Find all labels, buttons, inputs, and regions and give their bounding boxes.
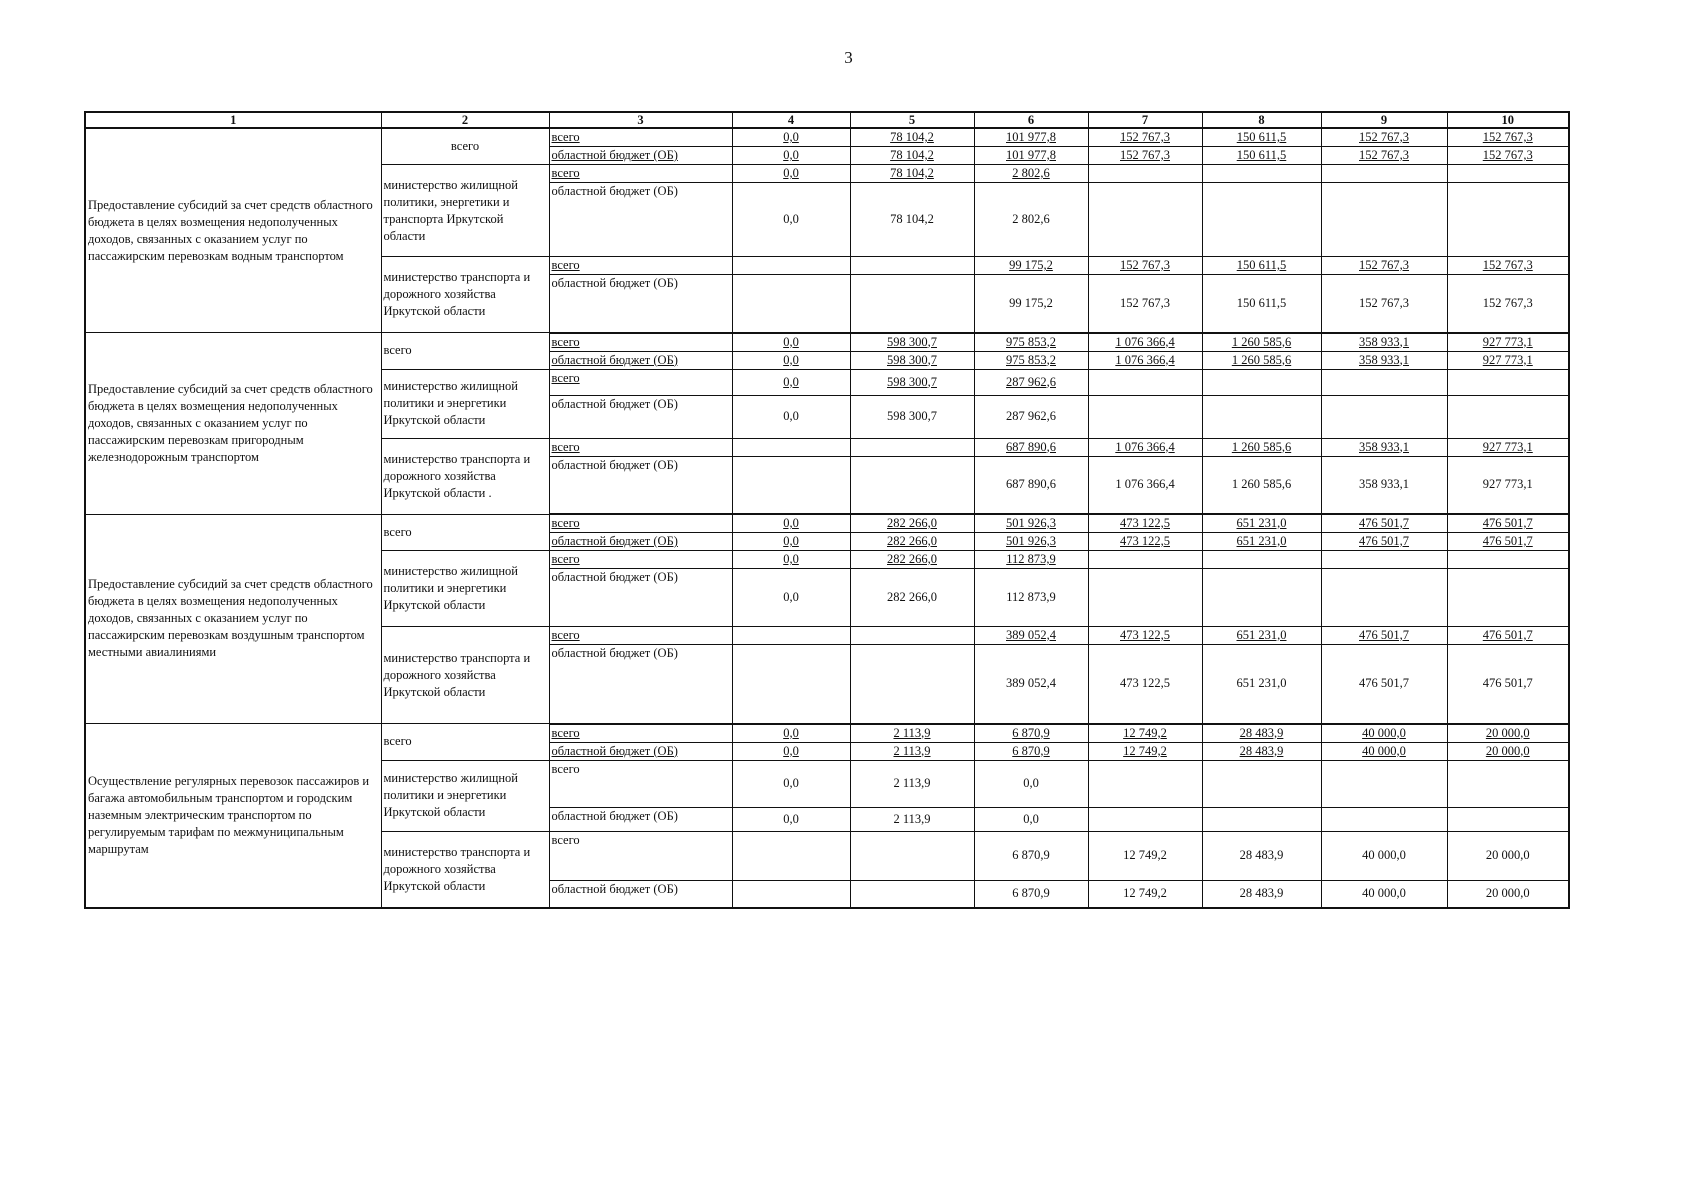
value-cell: 0,0 [732, 569, 850, 627]
value-cell: 2 113,9 [850, 742, 974, 760]
value-cell: 975 853,2 [974, 333, 1088, 352]
source-label: всего [549, 333, 732, 352]
value-cell [732, 456, 850, 514]
value-cell: 40 000,0 [1321, 724, 1447, 743]
budget-table-body [85, 128, 1569, 908]
value-cell [732, 880, 850, 908]
source-label: областной бюджет (ОБ) [549, 183, 732, 257]
value-cell [732, 257, 850, 275]
value-cell [850, 456, 974, 514]
value-cell: 598 300,7 [850, 351, 974, 369]
value-cell: 287 962,6 [974, 369, 1088, 395]
value-cell [850, 880, 974, 908]
value-cell: 78 104,2 [850, 147, 974, 165]
column-header: 10 [1447, 112, 1569, 128]
value-cell: 6 870,9 [974, 724, 1088, 743]
value-cell [732, 275, 850, 333]
value-cell: 6 870,9 [974, 880, 1088, 908]
value-cell: 152 767,3 [1321, 275, 1447, 333]
value-cell: 20 000,0 [1447, 724, 1569, 743]
value-cell [1447, 183, 1569, 257]
executor-total-label: всего [381, 724, 549, 761]
column-number-row [85, 112, 1569, 128]
value-cell: 150 611,5 [1202, 257, 1321, 275]
value-cell [1202, 395, 1321, 438]
value-cell [1202, 165, 1321, 183]
value-cell: 99 175,2 [974, 275, 1088, 333]
value-cell: 78 104,2 [850, 128, 974, 147]
value-cell: 476 501,7 [1447, 514, 1569, 533]
value-cell: 12 749,2 [1088, 724, 1202, 743]
value-cell [850, 831, 974, 880]
value-cell: 6 870,9 [974, 831, 1088, 880]
value-cell: 150 611,5 [1202, 128, 1321, 147]
executor-name: министерство транспорта и дорожного хозяйства Иркутской области [381, 257, 549, 333]
source-label: областной бюджет (ОБ) [549, 275, 732, 333]
value-cell: 0,0 [732, 183, 850, 257]
value-cell [1202, 569, 1321, 627]
value-cell: 152 767,3 [1447, 275, 1569, 333]
source-label: областной бюджет (ОБ) [549, 147, 732, 165]
value-cell: 0,0 [732, 724, 850, 743]
executor-name: министерство транспорта и дорожного хозяйства Иркутской области . [381, 438, 549, 514]
value-cell: 150 611,5 [1202, 147, 1321, 165]
value-cell: 12 749,2 [1088, 742, 1202, 760]
value-cell: 0,0 [732, 333, 850, 352]
source-label: областной бюджет (ОБ) [549, 742, 732, 760]
value-cell [732, 438, 850, 456]
column-header: 4 [732, 112, 850, 128]
page-number: 3 [844, 48, 853, 67]
value-cell: 150 611,5 [1202, 275, 1321, 333]
value-cell: 1 076 366,4 [1088, 438, 1202, 456]
table-row [85, 514, 1569, 533]
value-cell [1447, 551, 1569, 569]
value-cell [1088, 183, 1202, 257]
source-label: всего [549, 627, 732, 645]
value-cell: 476 501,7 [1447, 533, 1569, 551]
executor-name: министерство жилищной политики и энергетики Иркутской области [381, 551, 549, 627]
value-cell: 282 266,0 [850, 569, 974, 627]
source-label: областной бюджет (ОБ) [549, 395, 732, 438]
value-cell: 12 749,2 [1088, 831, 1202, 880]
value-cell: 927 773,1 [1447, 351, 1569, 369]
source-label: всего [549, 551, 732, 569]
source-label: всего [549, 369, 732, 395]
value-cell [1088, 760, 1202, 807]
value-cell: 40 000,0 [1321, 742, 1447, 760]
value-cell: 20 000,0 [1447, 742, 1569, 760]
column-header: 3 [549, 112, 732, 128]
value-cell: 389 052,4 [974, 645, 1088, 724]
source-label: областной бюджет (ОБ) [549, 645, 732, 724]
source-label: областной бюджет (ОБ) [549, 351, 732, 369]
value-cell [1088, 395, 1202, 438]
value-cell [732, 831, 850, 880]
program-name: Предоставление субсидий за счет средств областного бюджета в целях возмещения недополученных доходов, связанных с оказанием услуг по пассажирским перевозкам пригородным железнодорожным транспортом [85, 333, 381, 515]
value-cell: 0,0 [732, 551, 850, 569]
value-cell [1321, 760, 1447, 807]
value-cell [1447, 395, 1569, 438]
value-cell [1447, 569, 1569, 627]
value-cell: 2 113,9 [850, 724, 974, 743]
value-cell [1088, 165, 1202, 183]
program-name: Предоставление субсидий за счет средств областного бюджета в целях возмещения недополученных доходов, связанных с оказанием услуг по пассажирским перевозкам водным транспортом [85, 128, 381, 333]
value-cell: 473 122,5 [1088, 645, 1202, 724]
value-cell: 40 000,0 [1321, 831, 1447, 880]
value-cell: 282 266,0 [850, 533, 974, 551]
value-cell [1202, 760, 1321, 807]
value-cell [850, 257, 974, 275]
value-cell: 282 266,0 [850, 551, 974, 569]
column-header: 2 [381, 112, 549, 128]
executor-name: министерство жилищной политики, энергетики и транспорта Иркутской области [381, 165, 549, 257]
value-cell [1321, 569, 1447, 627]
value-cell: 152 767,3 [1088, 147, 1202, 165]
value-cell: 927 773,1 [1447, 456, 1569, 514]
value-cell: 0,0 [732, 514, 850, 533]
value-cell: 0,0 [732, 760, 850, 807]
value-cell: 473 122,5 [1088, 533, 1202, 551]
value-cell: 0,0 [732, 165, 850, 183]
value-cell: 40 000,0 [1321, 880, 1447, 908]
value-cell [1321, 165, 1447, 183]
column-header: 1 [85, 112, 381, 128]
value-cell [1321, 807, 1447, 831]
source-label: всего [549, 831, 732, 880]
value-cell: 927 773,1 [1447, 333, 1569, 352]
value-cell: 152 767,3 [1321, 257, 1447, 275]
table-row [85, 128, 1569, 147]
value-cell: 651 231,0 [1202, 514, 1321, 533]
value-cell [1447, 760, 1569, 807]
value-cell: 476 501,7 [1321, 645, 1447, 724]
value-cell: 1 260 585,6 [1202, 351, 1321, 369]
value-cell: 0,0 [732, 351, 850, 369]
value-cell [732, 627, 850, 645]
value-cell: 501 926,3 [974, 533, 1088, 551]
value-cell: 473 122,5 [1088, 514, 1202, 533]
value-cell: 152 767,3 [1088, 257, 1202, 275]
table-row [85, 333, 1569, 352]
value-cell: 1 076 366,4 [1088, 456, 1202, 514]
value-cell: 152 767,3 [1447, 147, 1569, 165]
source-label: всего [549, 165, 732, 183]
value-cell [1447, 369, 1569, 395]
program-name: Предоставление субсидий за счет средств областного бюджета в целях возмещения недополученных доходов, связанных с оказанием услуг по пассажирским перевозкам воздушным транспортом местными авиалиниями [85, 514, 381, 724]
value-cell: 651 231,0 [1202, 533, 1321, 551]
value-cell [1447, 165, 1569, 183]
value-cell [850, 627, 974, 645]
value-cell: 101 977,8 [974, 147, 1088, 165]
value-cell [1321, 551, 1447, 569]
value-cell: 0,0 [732, 742, 850, 760]
source-label: всего [549, 760, 732, 807]
source-label: всего [549, 724, 732, 743]
value-cell: 20 000,0 [1447, 880, 1569, 908]
value-cell: 687 890,6 [974, 456, 1088, 514]
value-cell: 12 749,2 [1088, 880, 1202, 908]
value-cell: 28 483,9 [1202, 831, 1321, 880]
column-header: 9 [1321, 112, 1447, 128]
value-cell: 112 873,9 [974, 569, 1088, 627]
value-cell: 0,0 [974, 760, 1088, 807]
value-cell: 152 767,3 [1447, 257, 1569, 275]
value-cell [1088, 569, 1202, 627]
value-cell: 2 802,6 [974, 183, 1088, 257]
value-cell [1088, 807, 1202, 831]
value-cell: 2 113,9 [850, 760, 974, 807]
value-cell [1321, 183, 1447, 257]
executor-name: министерство жилищной политики и энергетики Иркутской области [381, 760, 549, 831]
value-cell: 28 483,9 [1202, 880, 1321, 908]
column-header: 7 [1088, 112, 1202, 128]
executor-name: министерство транспорта и дорожного хозяйства Иркутской области [381, 627, 549, 724]
value-cell: 282 266,0 [850, 514, 974, 533]
executor-total-label: всего [381, 128, 549, 165]
value-cell: 1 260 585,6 [1202, 456, 1321, 514]
value-cell: 1 260 585,6 [1202, 438, 1321, 456]
source-label: всего [549, 257, 732, 275]
executor-total-label: всего [381, 514, 549, 551]
column-header: 6 [974, 112, 1088, 128]
value-cell: 1 076 366,4 [1088, 351, 1202, 369]
column-header: 8 [1202, 112, 1321, 128]
value-cell [1088, 369, 1202, 395]
value-cell: 927 773,1 [1447, 438, 1569, 456]
source-label: всего [549, 514, 732, 533]
program-name: Осуществление регулярных перевозок пассажиров и багажа автомобильным транспортом и городским наземным электрическим транспортом по регулируемым тарифам по межмуниципальным маршрутам [85, 724, 381, 909]
value-cell: 476 501,7 [1447, 645, 1569, 724]
source-label: всего [549, 128, 732, 147]
value-cell: 99 175,2 [974, 257, 1088, 275]
value-cell: 152 767,3 [1321, 147, 1447, 165]
source-label: областной бюджет (ОБ) [549, 533, 732, 551]
value-cell: 152 767,3 [1088, 275, 1202, 333]
source-label: областной бюджет (ОБ) [549, 807, 732, 831]
value-cell: 0,0 [732, 395, 850, 438]
value-cell: 501 926,3 [974, 514, 1088, 533]
value-cell: 476 501,7 [1321, 627, 1447, 645]
value-cell: 0,0 [732, 369, 850, 395]
value-cell: 152 767,3 [1321, 128, 1447, 147]
value-cell: 598 300,7 [850, 369, 974, 395]
value-cell: 1 076 366,4 [1088, 333, 1202, 352]
value-cell: 20 000,0 [1447, 831, 1569, 880]
column-header: 5 [850, 112, 974, 128]
value-cell [1202, 369, 1321, 395]
executor-total-label: всего [381, 333, 549, 370]
value-cell: 476 501,7 [1447, 627, 1569, 645]
value-cell: 358 933,1 [1321, 333, 1447, 352]
value-cell [850, 438, 974, 456]
source-label: всего [549, 438, 732, 456]
executor-name: министерство жилищной политики и энергетики Иркутской области [381, 369, 549, 438]
value-cell [850, 275, 974, 333]
value-cell: 687 890,6 [974, 438, 1088, 456]
value-cell [1202, 183, 1321, 257]
value-cell [1202, 807, 1321, 831]
value-cell: 358 933,1 [1321, 351, 1447, 369]
value-cell: 78 104,2 [850, 165, 974, 183]
value-cell [1321, 369, 1447, 395]
value-cell: 476 501,7 [1321, 514, 1447, 533]
value-cell: 2 802,6 [974, 165, 1088, 183]
value-cell: 358 933,1 [1321, 456, 1447, 514]
value-cell: 389 052,4 [974, 627, 1088, 645]
source-label: областной бюджет (ОБ) [549, 456, 732, 514]
value-cell [1202, 551, 1321, 569]
value-cell: 28 483,9 [1202, 742, 1321, 760]
value-cell: 651 231,0 [1202, 645, 1321, 724]
value-cell: 975 853,2 [974, 351, 1088, 369]
value-cell: 473 122,5 [1088, 627, 1202, 645]
value-cell: 152 767,3 [1088, 128, 1202, 147]
value-cell: 287 962,6 [974, 395, 1088, 438]
value-cell: 112 873,9 [974, 551, 1088, 569]
value-cell: 152 767,3 [1447, 128, 1569, 147]
value-cell: 2 113,9 [850, 807, 974, 831]
value-cell: 0,0 [732, 807, 850, 831]
value-cell: 0,0 [732, 128, 850, 147]
value-cell: 78 104,2 [850, 183, 974, 257]
value-cell: 0,0 [732, 147, 850, 165]
value-cell: 598 300,7 [850, 395, 974, 438]
table-row [85, 724, 1569, 743]
value-cell: 476 501,7 [1321, 533, 1447, 551]
value-cell: 0,0 [732, 533, 850, 551]
budget-table [84, 111, 1570, 909]
source-label: областной бюджет (ОБ) [549, 569, 732, 627]
value-cell: 651 231,0 [1202, 627, 1321, 645]
executor-name: министерство транспорта и дорожного хозяйства Иркутской области [381, 831, 549, 908]
value-cell [1088, 551, 1202, 569]
value-cell: 0,0 [974, 807, 1088, 831]
value-cell [1447, 807, 1569, 831]
value-cell [850, 645, 974, 724]
value-cell: 6 870,9 [974, 742, 1088, 760]
value-cell: 28 483,9 [1202, 724, 1321, 743]
value-cell: 101 977,8 [974, 128, 1088, 147]
value-cell: 598 300,7 [850, 333, 974, 352]
value-cell [1321, 395, 1447, 438]
value-cell: 1 260 585,6 [1202, 333, 1321, 352]
value-cell: 358 933,1 [1321, 438, 1447, 456]
value-cell [732, 645, 850, 724]
source-label: областной бюджет (ОБ) [549, 880, 732, 908]
